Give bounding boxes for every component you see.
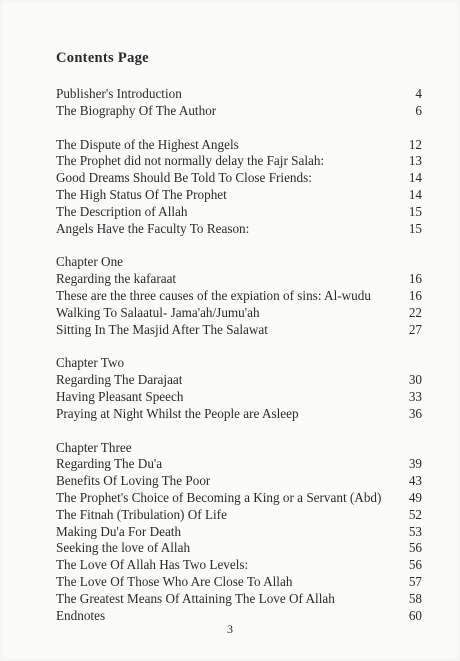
toc-entry-page: 14 <box>408 186 422 202</box>
toc-entry-title: The Dispute of the Highest Angels <box>56 136 239 152</box>
toc-group-introduction <box>56 137 422 238</box>
toc-entry-page: 49 <box>408 489 422 505</box>
toc-entry <box>56 574 422 591</box>
page-number: 3 <box>227 622 233 636</box>
toc-entry-title: The High Status Of The Prophet <box>56 186 227 202</box>
page-title: Contents Page <box>56 50 149 66</box>
toc-entry-title: The Biography Of The Author <box>56 102 217 118</box>
toc-entry <box>56 153 422 170</box>
toc-entry <box>56 204 422 221</box>
toc-entry-title: Good Dreams Should Be Told To Close Friends: <box>56 170 312 186</box>
toc-entry-page: 57 <box>408 573 422 589</box>
toc-entry <box>56 86 422 103</box>
toc-entry <box>56 524 422 541</box>
toc-entry <box>56 271 422 288</box>
toc-entry <box>56 221 422 238</box>
toc-entry-title: The Description of Allah <box>56 203 188 219</box>
toc-entry-title: Regarding The Du'a <box>56 456 163 472</box>
toc-entry-title: Walking To Salaatul- Jama'ah/Jumu'ah <box>56 304 260 320</box>
toc-entry-page: 56 <box>408 540 422 556</box>
toc-entry-title: Benefits Of Loving The Poor <box>56 473 211 489</box>
toc-entry-title: The Love Of Allah Has Two Levels: <box>56 557 249 573</box>
toc-entry-title: Endnotes <box>56 607 106 623</box>
toc-entry-page: 4 <box>415 86 422 101</box>
toc-entry-title: Regarding The Darajaat <box>56 372 183 388</box>
toc-entry-title: Regarding the kafaraat <box>56 271 177 287</box>
toc-entry-title: Sitting In The Masjid After The Salawat <box>56 321 268 337</box>
toc-entry-page: 43 <box>408 473 422 489</box>
toc-group-front-matter <box>56 86 422 120</box>
toc-entry-page: 27 <box>408 321 422 337</box>
toc-entry <box>56 591 422 608</box>
toc-entry <box>56 473 422 490</box>
toc-entry <box>56 187 422 204</box>
toc-entry <box>56 305 422 322</box>
toc-entry-title: Having Pleasant Speech <box>56 388 184 404</box>
toc-entry-title: These are the three causes of the expiation of sins: Al-wudu <box>56 287 371 303</box>
chapter-heading: Chapter Two <box>56 355 125 371</box>
toc-entry <box>56 170 422 187</box>
toc-entry-page: 16 <box>408 271 422 287</box>
toc-entry <box>56 372 422 389</box>
toc-entry-page: 56 <box>408 557 422 573</box>
toc-entry <box>56 490 422 507</box>
toc-entry-title: Praying at Night Whilst the People are Asleep <box>56 405 299 421</box>
toc-entry-page: 60 <box>408 607 422 623</box>
toc-entry-title: The Fitnah (Tribulation) Of Life <box>56 506 227 522</box>
toc-entry-page: 14 <box>408 170 422 186</box>
toc-entry-title: Publisher's Introduction <box>56 86 182 101</box>
toc-entry <box>56 288 422 305</box>
toc-entry-title: The Greatest Means Of Attaining The Love Of Allah <box>56 590 335 606</box>
toc-entry-page: 39 <box>408 456 422 472</box>
toc-entry <box>56 103 422 120</box>
toc-entry <box>56 389 422 406</box>
toc-entry-page: 13 <box>408 153 422 169</box>
toc-group-chapter-two <box>56 355 422 422</box>
toc-entry-page: 15 <box>408 203 422 219</box>
toc-entry-title: The Prophet did not normally delay the Fajr Salah: <box>56 153 325 169</box>
toc-group-chapter-three <box>56 440 422 625</box>
toc-entry-title: Angels Have the Faculty To Reason: <box>56 220 250 236</box>
chapter-heading: Chapter Three <box>56 439 132 455</box>
toc-entry-page: 16 <box>408 287 422 303</box>
toc-entry <box>56 557 422 574</box>
toc-entry-page: 53 <box>408 523 422 539</box>
toc-entry-page: 6 <box>415 102 422 118</box>
toc-entry <box>56 507 422 524</box>
toc-entry-title: Making Du'a For Death <box>56 523 182 539</box>
toc-entry <box>56 322 422 339</box>
toc-entry <box>56 406 422 423</box>
toc-entry-page: 12 <box>408 136 422 152</box>
toc-entry-title: The Love Of Those Who Are Close To Allah <box>56 573 293 589</box>
toc-entry-page: 15 <box>408 220 422 236</box>
toc-entry <box>56 456 422 473</box>
toc-entry-page: 36 <box>408 405 422 421</box>
table-of-contents <box>56 86 422 641</box>
chapter-heading: Chapter One <box>56 254 124 270</box>
toc-entry <box>56 540 422 557</box>
toc-entry-page: 33 <box>408 388 422 404</box>
toc-group-chapter-one <box>56 254 422 338</box>
toc-entry-title: Seeking the love of Allah <box>56 540 191 556</box>
toc-entry-page: 52 <box>408 506 422 522</box>
toc-entry <box>56 137 422 154</box>
toc-entry-page: 58 <box>408 590 422 606</box>
toc-entry-page: 30 <box>408 372 422 388</box>
toc-entry-page: 22 <box>408 304 422 320</box>
toc-entry-title: The Prophet's Choice of Becoming a King or a Servant (Abd) <box>56 489 382 505</box>
